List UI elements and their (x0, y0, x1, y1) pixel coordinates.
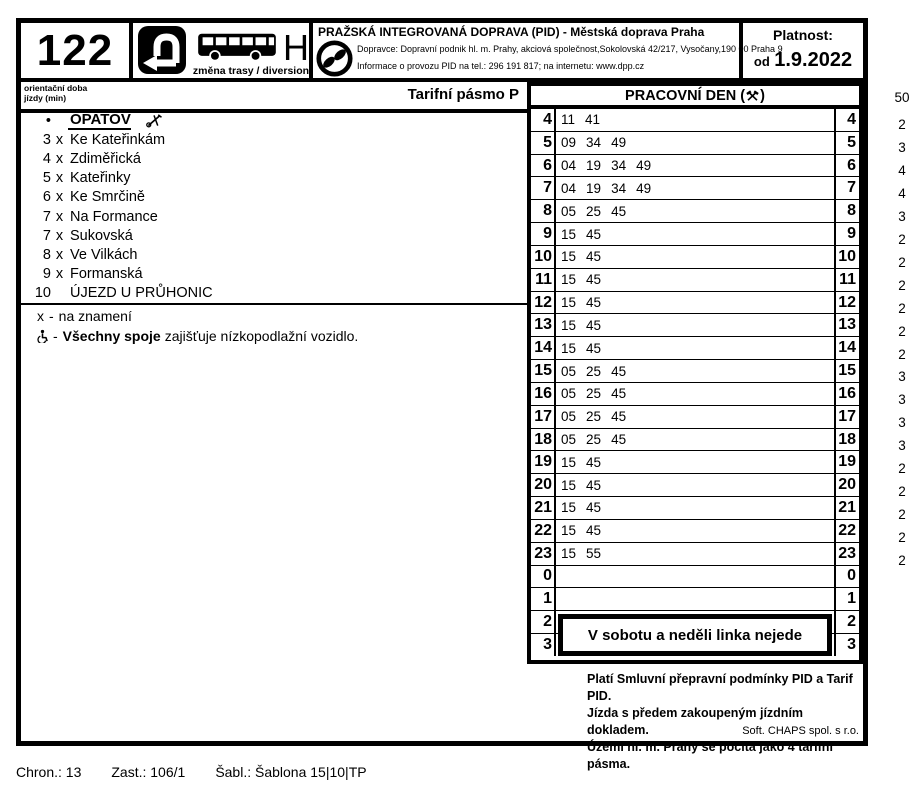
hour-cell-left: 20 (531, 474, 556, 496)
minutes-cell (556, 360, 834, 382)
departure-minute: 15 (561, 295, 577, 311)
minutes-cell (556, 383, 834, 405)
hour-cell-left: 23 (531, 543, 556, 565)
validity-cell (739, 23, 863, 78)
hour-cell-right: 20 (834, 474, 859, 496)
hour-cell-right: 10 (834, 246, 859, 268)
departure-minute: 45 (611, 432, 627, 447)
hour-cell-right: 17 (834, 406, 859, 428)
hour-cell-left: 0 (531, 566, 556, 588)
hour-cell-left: 16 (531, 383, 556, 405)
stop-row (21, 245, 527, 264)
minutes-cell (556, 497, 834, 519)
meta-item: Šabl.: Šablona 15|10|TP (215, 764, 367, 780)
hour-cell-right: 21 (834, 497, 859, 519)
no-service-box (558, 614, 832, 656)
diversion-label: změna trasy / diversion (192, 65, 310, 77)
hour-cell-right: 13 (834, 314, 859, 336)
divider-line (21, 303, 527, 305)
timetable-row (531, 131, 859, 154)
departure-minute: 45 (586, 340, 602, 356)
departure-minute: 34 (611, 158, 627, 174)
software-credit: Soft. CHAPS spol. s r.o. (742, 725, 859, 737)
legend-separator: - (49, 308, 54, 324)
hour-cell-right: 3 (834, 634, 859, 656)
hour-cell-left: 9 (531, 223, 556, 245)
metro-icon (145, 113, 163, 128)
request-stop-flag: x (55, 227, 64, 244)
agency-title: PRAŽSKÁ INTEGROVANÁ DOPRAVA (PID) - Městská doprava Praha (318, 25, 705, 39)
hour-departure-count: 3 (898, 369, 906, 385)
hour-departure-count: 2 (898, 277, 906, 293)
line-number: 122 (36, 25, 114, 75)
departure-minute: 49 (636, 158, 652, 174)
timetable-row (531, 587, 859, 610)
hour-departure-count: 2 (898, 323, 906, 339)
hour-departure-count: 4 (898, 185, 906, 201)
hour-cell-right: 5 (834, 132, 859, 154)
timetable-row (531, 291, 859, 314)
minutes-cell (556, 109, 834, 131)
hour-departure-count: 2 (898, 530, 906, 546)
hour-departure-count: 3 (898, 208, 906, 224)
pid-logo-icon (316, 40, 353, 77)
hour-departure-count: 2 (898, 254, 906, 270)
timetable-row (531, 222, 859, 245)
stop-travel-time: 9 (42, 266, 51, 283)
stop-name: Ve Vilkách (70, 246, 138, 263)
validity-date (743, 49, 863, 72)
no-service-note: V sobotu a neděli linka nejede (587, 626, 803, 644)
request-stop-flag: x (55, 150, 64, 167)
hour-cell-right: 9 (834, 223, 859, 245)
hour-departure-count: 2 (898, 231, 906, 247)
hour-cell-right: 23 (834, 543, 859, 565)
hour-departure-count: 4 (898, 162, 906, 178)
timetable-row (531, 313, 859, 336)
hour-cell-right: 12 (834, 292, 859, 314)
minutes-cell (556, 269, 834, 291)
hour-departure-count: 3 (898, 415, 906, 431)
departure-minute: 15 (561, 454, 577, 470)
legend-separator: - (53, 328, 58, 344)
hour-departure-count: 2 (898, 346, 906, 362)
timetable-row (531, 176, 859, 199)
minutes-cell (556, 406, 834, 428)
departure-minute: 19 (586, 158, 602, 174)
hour-departure-count: 2 (898, 461, 906, 477)
hour-departure-count (881, 618, 921, 641)
hour-cell-left: 4 (531, 109, 556, 131)
minutes-cell (556, 543, 834, 565)
departure-minute: 15 (561, 546, 577, 562)
hour-cell-left: 15 (531, 360, 556, 382)
minutes-cell (556, 132, 834, 154)
diversion-icon (138, 26, 186, 74)
hour-cell-right: 6 (834, 155, 859, 177)
footer-note-line: Území hl. m. Prahy se počítá jako 4 tarifní pásma. (587, 740, 833, 771)
legend-bold-text: Všechny spoje (62, 328, 161, 344)
minutes-cell (556, 200, 834, 222)
stop-row (21, 188, 527, 207)
departure-minute: 49 (636, 180, 652, 196)
departure-minute: 25 (586, 409, 602, 425)
fare-zone-label: Tarifní pásmo P (407, 86, 519, 103)
timetable-row (531, 382, 859, 405)
hour-cell-left: 5 (531, 132, 556, 154)
departure-minute: 45 (586, 317, 602, 333)
departure-minute: 45 (586, 272, 602, 288)
departure-minute: 45 (611, 386, 627, 402)
departure-minute: 15 (561, 317, 577, 333)
bus-icon (195, 32, 279, 62)
meta-item: Chron.: 13 (16, 764, 82, 780)
departure-minute: 15 (561, 249, 577, 265)
hour-departure-count: 3 (898, 139, 906, 155)
request-stop-flag: x (55, 170, 64, 187)
hour-departure-count: 2 (898, 507, 906, 523)
minutes-cell (556, 520, 834, 542)
hour-cell-right: 4 (834, 109, 859, 131)
stop-travel-time: • (45, 112, 51, 129)
stop-row (21, 169, 527, 188)
stop-row (21, 149, 527, 168)
stop-name: ÚJEZD U PRŮHONIC (70, 285, 213, 302)
stop-name: Ke Smrčině (70, 189, 145, 206)
hour-cell-left: 8 (531, 200, 556, 222)
stop-row (21, 207, 527, 226)
minutes-cell (556, 474, 834, 496)
stop-name: Zdiměřická (70, 150, 141, 167)
stop-name: Kateřinky (70, 170, 131, 187)
legend (21, 306, 527, 346)
hour-cell-right: 16 (834, 383, 859, 405)
timetable-rows (531, 109, 859, 656)
departure-minute: 45 (611, 409, 627, 425)
bottom-meta-line (16, 764, 397, 780)
departure-minute: 45 (586, 454, 602, 470)
departure-minute: 05 (561, 363, 577, 379)
stop-row (21, 111, 527, 130)
hour-departure-count: 3 (898, 392, 906, 408)
departure-minute: 15 (561, 272, 577, 288)
departure-minute: 49 (611, 135, 627, 151)
hour-cell-left: 19 (531, 451, 556, 473)
departure-minute: 45 (586, 477, 602, 493)
request-stop-flag: x (55, 208, 64, 225)
timetable-row (531, 450, 859, 473)
request-stop-flag: x (55, 266, 64, 283)
stop-row (21, 265, 527, 284)
departure-minute: 41 (585, 112, 601, 128)
hour-cell-left: 2 (531, 611, 556, 633)
stop-row (21, 226, 527, 245)
validity-prefix: od (753, 54, 770, 69)
request-stop-flag: x (55, 131, 64, 148)
stop-name: OPATOV (70, 111, 131, 129)
hour-cell-left: 17 (531, 406, 556, 428)
line-number-cell (21, 23, 133, 78)
hour-departure-count (881, 572, 921, 595)
stop-name: Na Formance (70, 208, 158, 225)
timetable-row (531, 496, 859, 519)
footer-note-line: Jízda s předem zakoupeným jízdním dokladem. (587, 706, 804, 737)
legend-symbol: x (37, 308, 44, 324)
hour-cell-left: 13 (531, 314, 556, 336)
left-column-header (21, 82, 527, 113)
minutes-cell (556, 314, 834, 336)
minutes-cell (556, 566, 834, 588)
hour-cell-left: 18 (531, 429, 556, 451)
footer-notes (587, 671, 863, 773)
minutes-cell (556, 155, 834, 177)
legend-item (21, 306, 527, 326)
stop-name: Sukovská (70, 227, 133, 244)
departure-minute: 19 (586, 180, 602, 196)
hour-cell-left: 3 (531, 634, 556, 656)
external-count-column (881, 82, 921, 664)
departure-minute: 45 (611, 203, 627, 219)
stop-travel-time: 7 (42, 208, 51, 225)
hour-departure-count: 2 (898, 116, 906, 132)
request-stop-flag: x (55, 189, 64, 206)
stop-name: Formanská (70, 266, 143, 283)
hour-departure-count: 2 (898, 553, 906, 569)
hour-cell-left: 7 (531, 177, 556, 199)
hour-cell-right: 22 (834, 520, 859, 542)
timetable-row (531, 336, 859, 359)
departure-minute: 25 (586, 432, 602, 447)
header-band (21, 23, 863, 82)
timetable-row (531, 359, 859, 382)
diversion-cell (133, 23, 313, 78)
hour-departure-count (881, 641, 921, 664)
hour-cell-right: 19 (834, 451, 859, 473)
departure-minute: 45 (611, 363, 627, 379)
hour-cell-right: 0 (834, 566, 859, 588)
hour-cell-right: 8 (834, 200, 859, 222)
timetable-row (531, 428, 859, 451)
agency-info-line: Informace o provozu PID na tel.: 296 191 817; na internetu: www.dpp.cz (357, 61, 645, 71)
validity-value: 1.9.2022 (774, 49, 853, 71)
timetable-row (531, 199, 859, 222)
travel-time-note: orientační doba jízdy (min) (24, 83, 88, 103)
timetable-row (531, 109, 859, 131)
timetable-row (531, 565, 859, 588)
hour-cell-right: 1 (834, 588, 859, 610)
minutes-cell (556, 429, 834, 451)
departure-minute: 11 (561, 112, 576, 128)
departure-minute: 05 (561, 386, 577, 402)
minutes-cell (556, 246, 834, 268)
departure-minute: 45 (586, 523, 602, 539)
agency-cell (313, 23, 783, 78)
departure-minute: 15 (561, 477, 577, 493)
stop-travel-time: 7 (42, 227, 51, 244)
wheelchair-icon (37, 329, 48, 343)
hour-cell-left: 14 (531, 337, 556, 359)
hour-departure-count: 3 (898, 438, 906, 454)
departure-minute: 34 (586, 135, 602, 151)
minutes-cell (556, 337, 834, 359)
hour-cell-right: 11 (834, 269, 859, 291)
hour-cell-left: 1 (531, 588, 556, 610)
minutes-cell (556, 588, 834, 610)
timetable-row (531, 405, 859, 428)
stop-row (21, 284, 527, 303)
departure-minute: 25 (586, 363, 602, 379)
departure-minute: 45 (586, 500, 602, 516)
timetable-row (531, 245, 859, 268)
departure-minute: 05 (561, 203, 577, 219)
stop-travel-time: 8 (42, 246, 51, 263)
departure-minute: 05 (561, 409, 577, 425)
validity-label: Platnost: (773, 27, 833, 43)
timetable-row (531, 542, 859, 565)
departure-minute: 55 (586, 546, 602, 562)
stop-name: Ke Kateřinkám (70, 131, 166, 148)
hour-cell-right: 18 (834, 429, 859, 451)
hour-departure-count: 2 (898, 300, 906, 316)
day-type-label: PRACOVNÍ DEN ( (625, 87, 746, 104)
sheet-frame (16, 18, 868, 771)
timetable (527, 82, 863, 664)
stop-row (21, 130, 527, 149)
legend-text: zajišťuje nízkopodlažní vozidlo. (164, 328, 359, 344)
stop-travel-time: 4 (42, 150, 51, 167)
hour-cell-left: 21 (531, 497, 556, 519)
footer-note-line: Platí Smluvní přepravní podmínky PID a Tarif PID. (587, 672, 853, 703)
total-travel-time: 50 (894, 90, 910, 105)
agency-operator-line: Dopravce: Dopravní podnik hl. m. Prahy, akciová společnost,Sokolovská 42/217, Vysočany,190 00 Praha 9 (357, 44, 783, 54)
stop-travel-time: 3 (42, 131, 51, 148)
legend-text: na znamení (58, 308, 132, 324)
minutes-cell (556, 451, 834, 473)
hour-cell-left: 11 (531, 269, 556, 291)
hour-cell-left: 22 (531, 520, 556, 542)
timetable-row (531, 268, 859, 291)
hour-cell-left: 6 (531, 155, 556, 177)
timetable-row (531, 473, 859, 496)
hour-cell-right: 7 (834, 177, 859, 199)
departure-minute: 15 (561, 523, 577, 539)
departure-minute: 04 (561, 158, 577, 174)
hour-departure-count (881, 595, 921, 618)
departure-minute: 04 (561, 180, 577, 196)
departure-minute: 25 (586, 203, 602, 219)
hour-cell-right: 14 (834, 337, 859, 359)
legend-item (21, 326, 527, 346)
departure-minute: 05 (561, 432, 577, 447)
stop-travel-time: 5 (42, 170, 51, 187)
departure-minute: 45 (586, 249, 602, 265)
stop-travel-time: 10 (34, 285, 51, 302)
departure-minute: 15 (561, 500, 577, 516)
minutes-cell (556, 292, 834, 314)
departure-minute: 15 (561, 226, 577, 242)
departure-minute: 25 (586, 386, 602, 402)
stop-list (21, 111, 527, 303)
h-vehicle-mark: H (283, 27, 309, 68)
departure-minute: 09 (561, 135, 577, 151)
timetable-row (531, 154, 859, 177)
request-stop-flag: x (55, 246, 64, 263)
workday-icon (746, 90, 759, 102)
meta-item: Zast.: 106/1 (111, 764, 186, 780)
departure-minute: 15 (561, 340, 577, 356)
stop-travel-time: 6 (42, 189, 51, 206)
day-type-header: PRACOVNÍ DEN ( ) (531, 86, 859, 109)
hour-cell-left: 12 (531, 292, 556, 314)
minutes-cell (556, 177, 834, 199)
departure-minute: 34 (611, 180, 627, 196)
hour-cell-left: 10 (531, 246, 556, 268)
departure-minute: 45 (586, 295, 602, 311)
hour-cell-right: 2 (834, 611, 859, 633)
hour-departure-count: 2 (898, 484, 906, 500)
minutes-cell (556, 223, 834, 245)
timetable-row (531, 519, 859, 542)
hour-cell-right: 15 (834, 360, 859, 382)
departure-minute: 45 (586, 226, 602, 242)
